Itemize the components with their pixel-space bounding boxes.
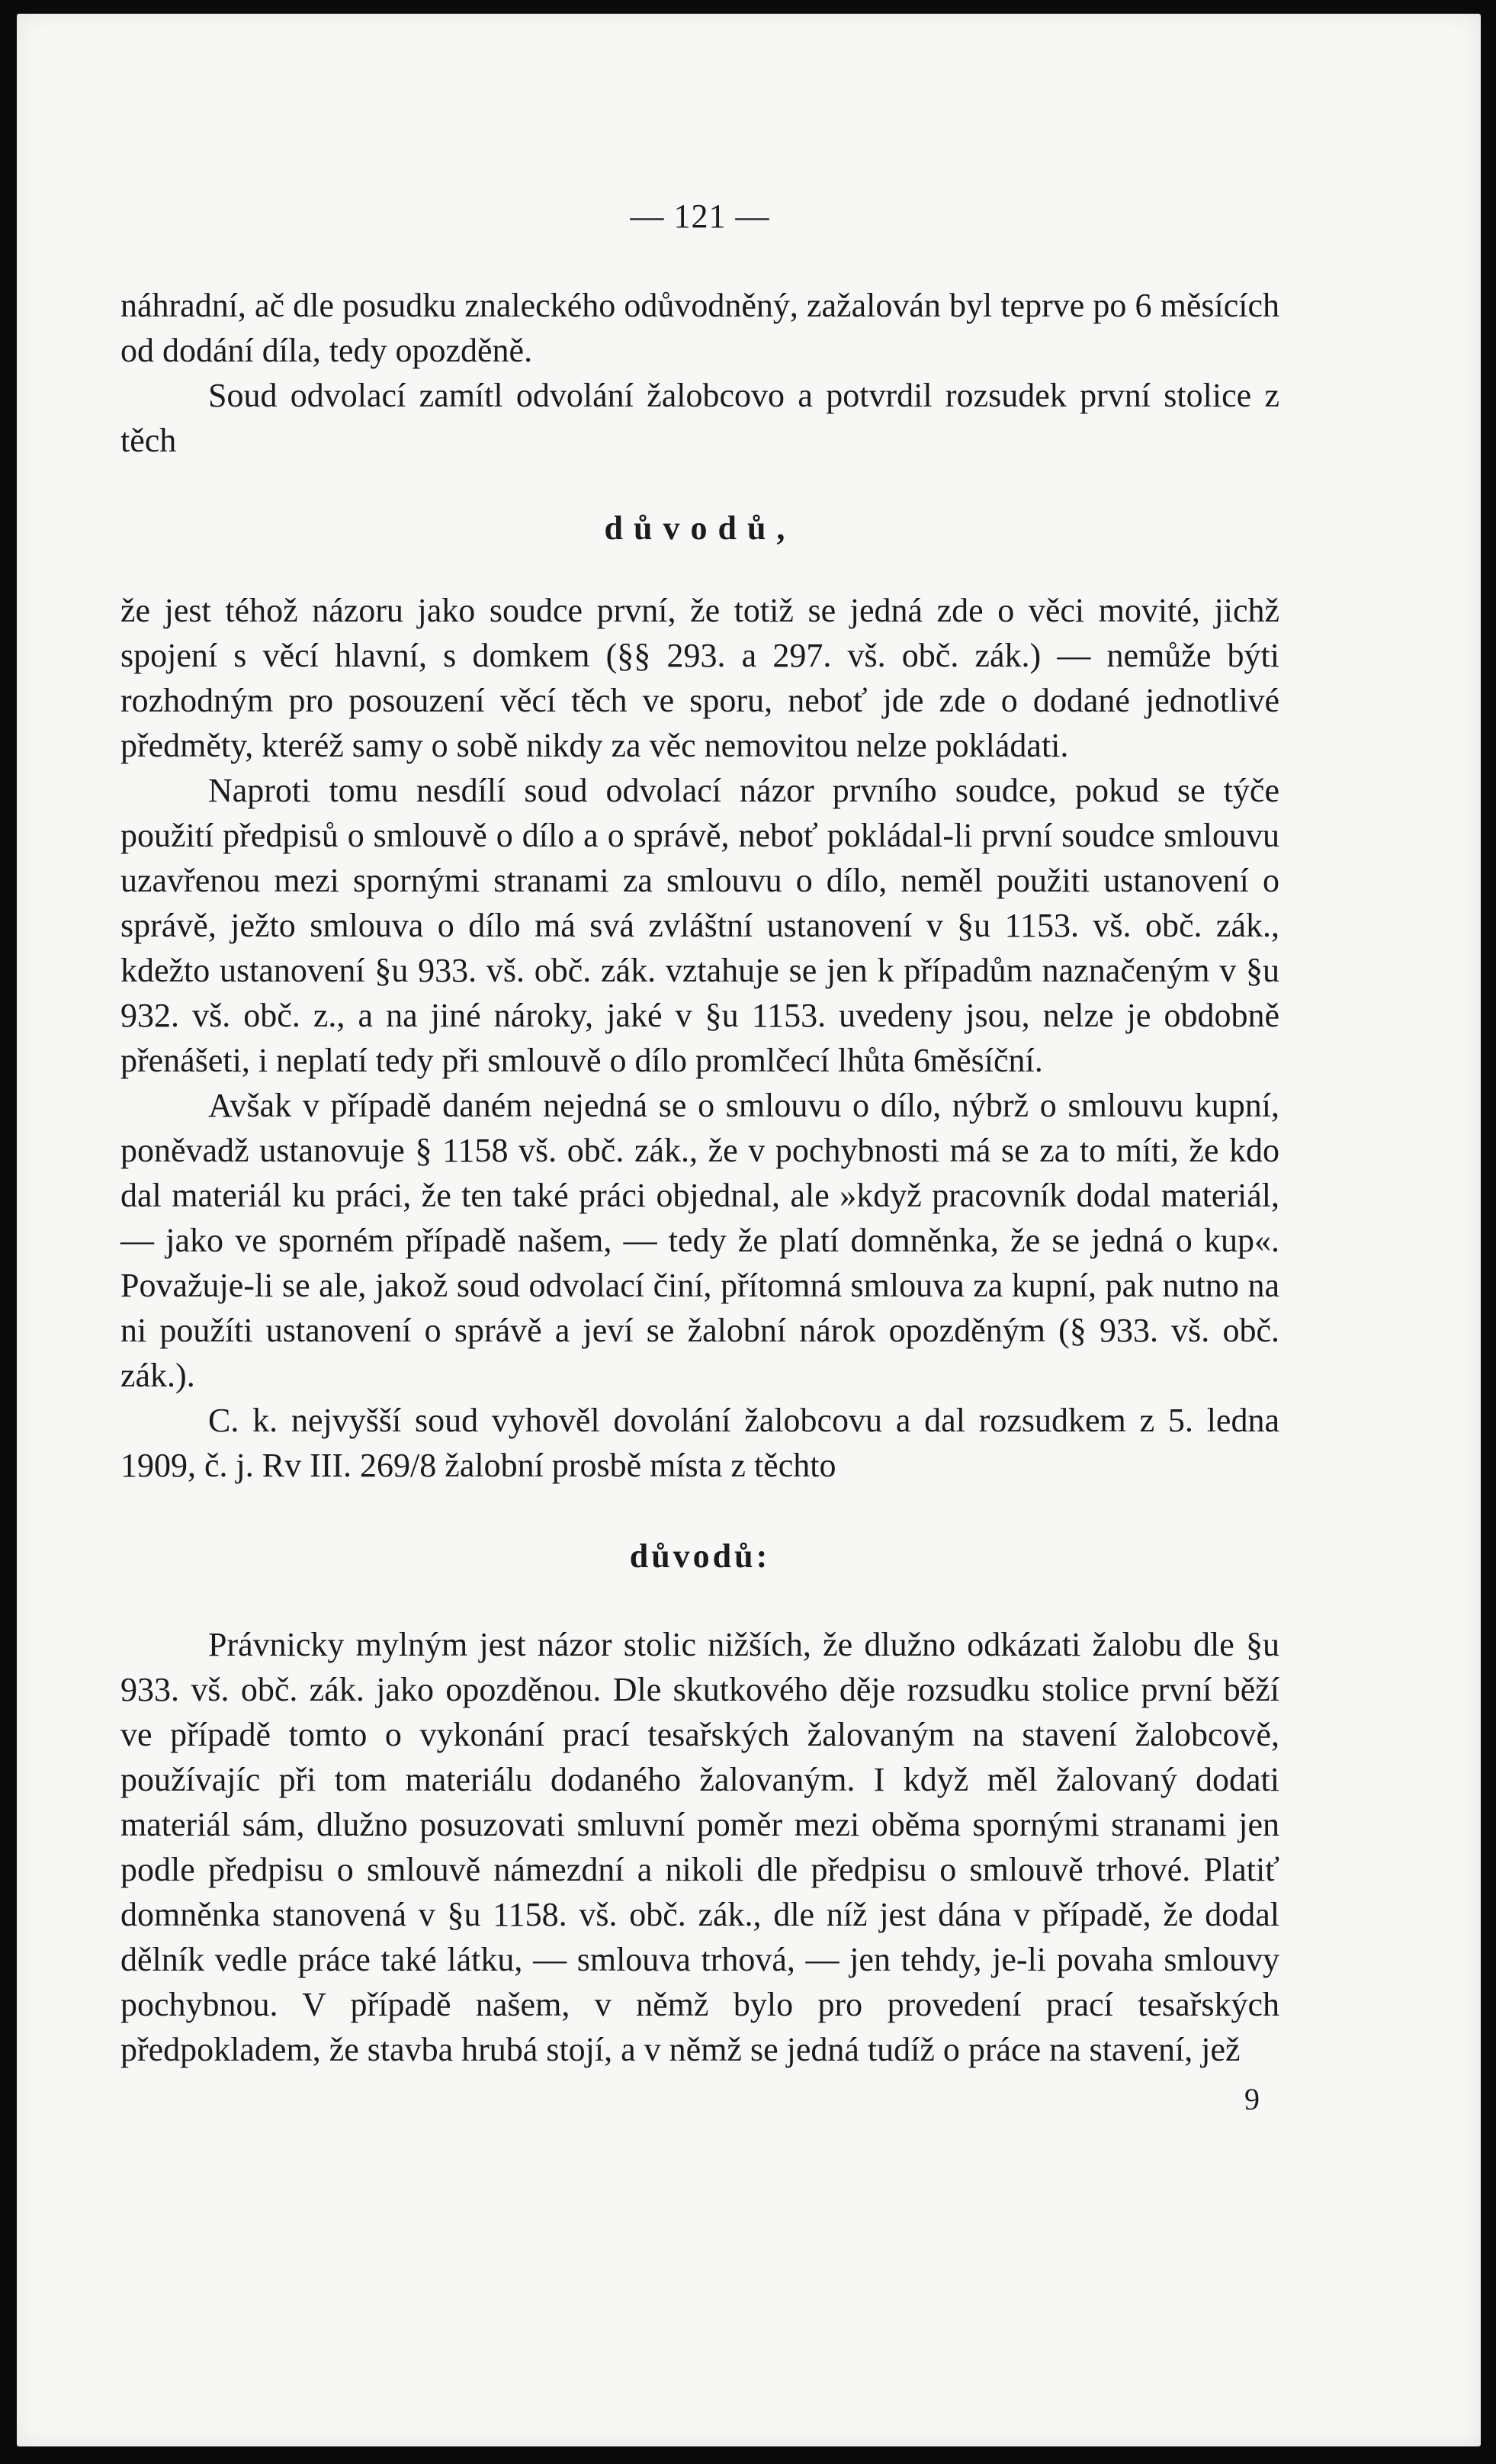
signature-mark: 9	[1244, 2082, 1260, 2116]
page-content	[120, 194, 1279, 2122]
page-number: — 121 —	[630, 198, 770, 235]
paragraph-1: náhradní, ač dle posudku znaleckého odůvodněný, zažalován byl teprve po 6 měsících od dodání díla, tedy opozděně.	[120, 287, 1279, 369]
section-heading-reasons: důvodů,	[604, 509, 796, 547]
section-heading-reasons-2: důvodů:	[629, 1537, 771, 1575]
paragraph-5: Avšak v případě daném nejedná se o smlouvu o dílo, nýbrž o smlouvu kupní, poněvadž ustanovuje § 1158 vš. obč. zák., že v pochybnosti má se za to míti, že kdo dal materiál ku práci, že ten také práci objednal, ale »když pracovník dodal materiál, — jako ve sporném případě našem, — tedy že platí domněnka, že se jedná o kup«. Považuje-li se ale, jakož soud odvolací činí, přítomná smlouva za kupní, pak nutno na ni použíti ustanovení o správě a jeví se žalobní nárok opozděným (§ 933. vš. obč. zák.).	[120, 1087, 1279, 1394]
paragraph-4: Naproti tomu nesdílí soud odvolací názor prvního soudce, pokud se týče použití předpisů o smlouvě o dílo a o správě, neboť pokládal-li první soudce smlouvu uzavřenou mezi spornými stranami za smlouvu o dílo, neměl použiti ustanovení o správě, ježto smlouva o dílo má svá zvláštní ustanovení v §u 1153. vš. obč. zák., kdežto ustanovení §u 933. vš. obč. zák. vztahuje se jen k případům naznačeným v §u 932. vš. obč. z., a na jiné nároky, jaké v §u 1153. uvedeny jsou, nelze je obdobně přenášeti, i neplatí tedy při smlouvě o dílo promlčecí lhůta 6měsíční.	[120, 772, 1279, 1079]
paragraph-7: Právnicky mylným jest názor stolic nižších, že dlužno odkázati žalobu dle §u 933. vš. obč. zák. jako opozděnou. Dle skutkového děje rozsudku stolice první běží ve případě tomto o vykonání prací tesařských žalovaným na stavení žalobcově, používajíc při tom materiálu dodaného žalovaným. I když měl žalovaný dodati materiál sám, dlužno posuzovati smluvní poměr mezi oběma spornými stranami jen podle předpisu o smlouvě námezdní a nikoli dle předpisu o smlouvě trhové. Platiť domněnka stanovená v §u 1158. vš. obč. zák., dle níž jest dána v případě, že dodal dělník vedle práce také látku, — smlouva trhová, — jen tehdy, je-li povaha smlouvy pochybnou. V případě našem, v němž bylo pro provedení prací tesařských předpokladem, že stavba hrubá stojí, a v němž se jedná tudíž o práce na stavení, jež	[120, 1626, 1279, 2068]
paragraph-3: že jest téhož názoru jako soudce první, že totiž se jedná zde o věci movité, jichž spojení s věcí hlavní, s domkem (§§ 293. a 297. vš. obč. zák.) — nemůže býti rozhodným pro posouzení věcí těch ve sporu, neboť jde zde o dodané jednotlivé předměty, kteréž samy o sobě nikdy za věc nemovitou nelze pokládati.	[120, 592, 1279, 764]
paragraph-2: Soud odvolací zamítl odvolání žalobcovo a potvrdil rozsudek první stolice z těch	[120, 377, 1279, 459]
paragraph-6: C. k. nejvyšší soud vyhověl dovolání žalobcovu a dal rozsudkem z 5. ledna 1909, č. j. Rv III. 269/8 žalobní prosbě místa z těchto	[120, 1402, 1279, 1484]
